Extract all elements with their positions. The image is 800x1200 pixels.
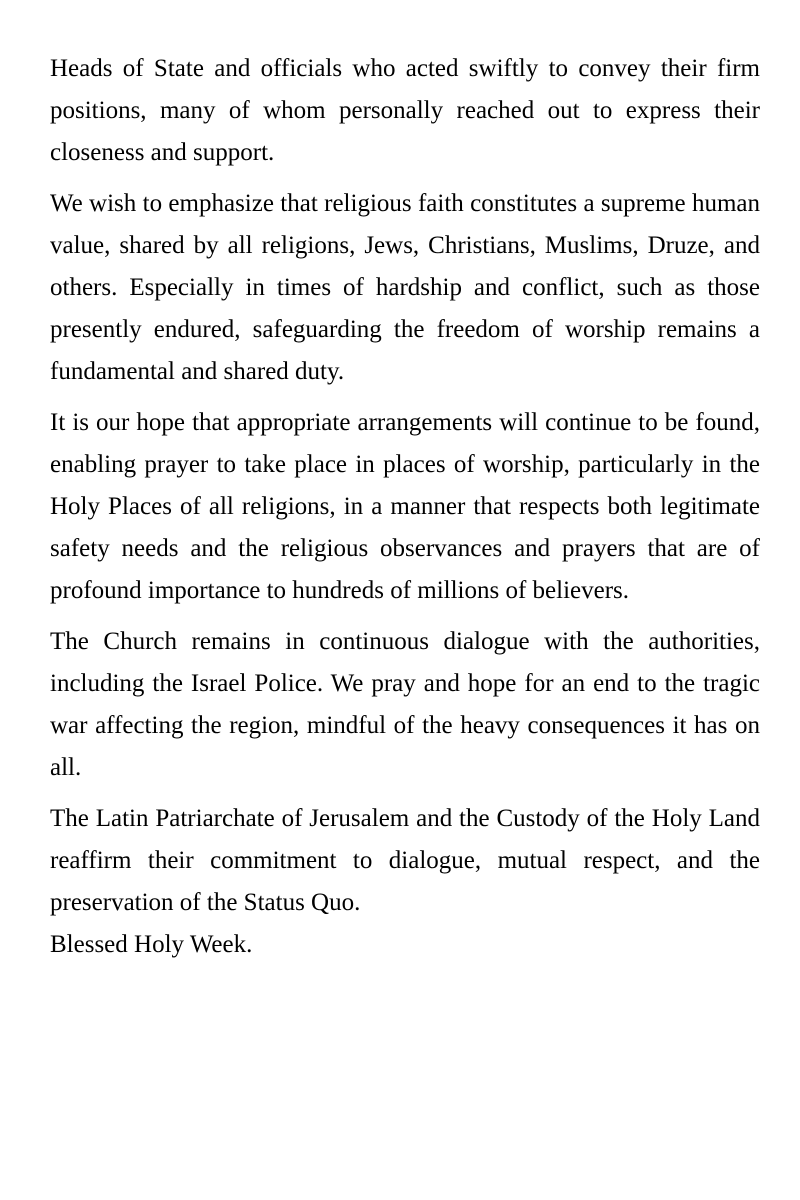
document-body <box>50 48 760 966</box>
paragraph-status-quo: The Latin Patriarchate of Jerusalem and the Custody of the Holy Land reaffirm their commitment to dialogue, mutual respect, and the preservation of the Status Quo. <box>50 805 760 916</box>
paragraph-religious-faith: We wish to emphasize that religious faith constitutes a supreme human value, shared by all religions, Jews, Christians, Muslims, Druze, and others. Especially in times of hardship and conflict, such as those presently endured, safeguarding the freedom of worship remains a fundamental and shared duty. <box>50 190 760 385</box>
paragraph-support: Heads of State and officials who acted swiftly to convey their firm positions, many of whom personally reached out to express their closeness and support. <box>50 55 760 166</box>
paragraph-prayer-arrangements: It is our hope that appropriate arrangements will continue to be found, enabling prayer to take place in places of worship, particularly in the Holy Places of all religions, in a manner that respects both legitimate safety needs and the religious observances and prayers that are of profound importance to hundreds of millions of believers. <box>50 409 760 604</box>
paragraph-dialogue-authorities: The Church remains in continuous dialogue with the authorities, including the Israel Police. We pray and hope for an end to the tragic war affecting the region, mindful of the heavy consequences it has on all. <box>50 628 760 781</box>
closing-greeting: Blessed Holy Week. <box>50 931 253 958</box>
